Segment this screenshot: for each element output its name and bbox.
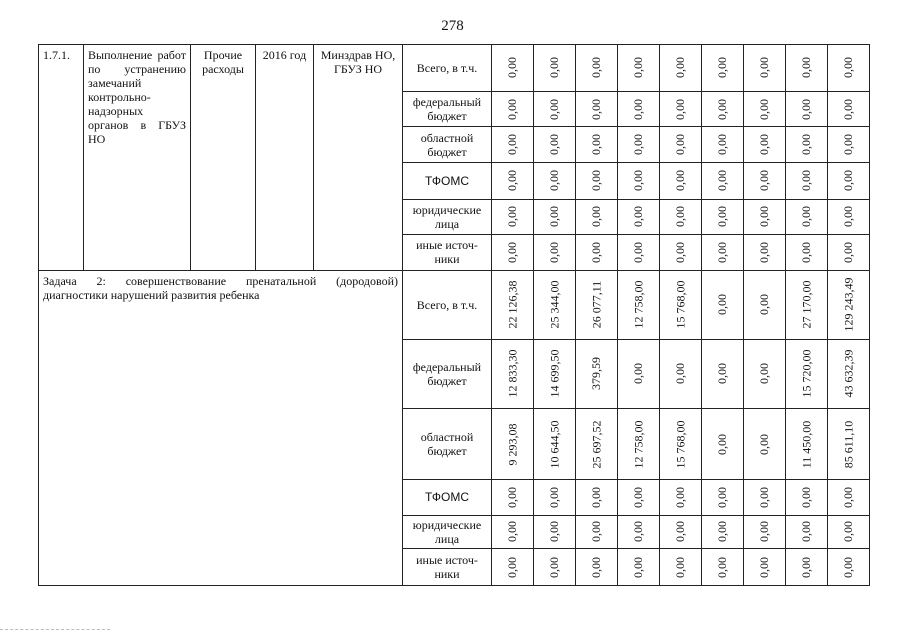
- value-cell: [534, 270, 576, 339]
- value-text: 0,00: [589, 486, 603, 508]
- value-text: 0,00: [589, 170, 603, 192]
- value-cell: [702, 235, 744, 271]
- value-text: 25 697,52: [589, 420, 603, 469]
- value-cell: [576, 515, 618, 549]
- value-text: 0,00: [799, 556, 813, 578]
- value-text: 379,59: [589, 357, 603, 391]
- value-cell: [660, 199, 702, 235]
- source-label: иные источ-ники: [403, 235, 492, 271]
- value-cell: [534, 91, 576, 127]
- value-text: 25 344,00: [547, 280, 561, 329]
- value-text: 0,00: [841, 521, 855, 543]
- expense-type: Прочие расходы: [191, 45, 256, 271]
- value-cell: [576, 549, 618, 586]
- value-text: 0,00: [673, 134, 687, 156]
- value-text: 0,00: [715, 521, 729, 543]
- value-cell: [702, 45, 744, 92]
- value-cell: [492, 480, 534, 516]
- value-cell: [786, 480, 828, 516]
- value-cell: [492, 235, 534, 271]
- value-cell: [618, 91, 660, 127]
- value-cell: [660, 408, 702, 479]
- value-text: 0,00: [715, 170, 729, 192]
- value-text: 0,00: [841, 486, 855, 508]
- value-cell: [534, 480, 576, 516]
- value-cell: [702, 127, 744, 163]
- value-text: 0,00: [715, 134, 729, 156]
- value-text: 0,00: [547, 486, 561, 508]
- value-cell: [828, 199, 870, 235]
- value-text: 12 758,00: [631, 420, 645, 469]
- value-cell: [702, 408, 744, 479]
- table-body: [39, 45, 870, 586]
- value-cell: [576, 45, 618, 92]
- value-cell: [744, 235, 786, 271]
- value-text: 0,00: [715, 556, 729, 578]
- source-label: Всего, в т.ч.: [403, 45, 492, 92]
- value-cell: [744, 515, 786, 549]
- value-text: 0,00: [505, 170, 519, 192]
- value-text: 0,00: [505, 206, 519, 228]
- value-text: 10 644,50: [547, 420, 561, 469]
- value-text: 26 077,11: [589, 280, 603, 329]
- value-cell: [660, 45, 702, 92]
- value-cell: [660, 235, 702, 271]
- value-cell: [618, 339, 660, 408]
- value-text: 0,00: [841, 57, 855, 79]
- value-text: 0,00: [757, 134, 771, 156]
- value-text: 0,00: [673, 363, 687, 385]
- value-text: 0,00: [547, 206, 561, 228]
- value-text: 129 243,49: [841, 277, 855, 332]
- value-cell: [744, 91, 786, 127]
- value-cell: [702, 91, 744, 127]
- value-cell: [660, 127, 702, 163]
- value-text: 0,00: [715, 206, 729, 228]
- value-cell: [828, 515, 870, 549]
- value-text: 0,00: [631, 241, 645, 263]
- value-text: 0,00: [799, 57, 813, 79]
- value-cell: [660, 270, 702, 339]
- value-cell: [702, 162, 744, 199]
- value-text: 85 611,10: [841, 420, 855, 468]
- value-text: 0,00: [631, 556, 645, 578]
- value-text: 0,00: [631, 363, 645, 385]
- source-label: иные источ-ники: [403, 549, 492, 586]
- value-cell: [492, 270, 534, 339]
- value-text: 0,00: [631, 57, 645, 79]
- value-cell: [576, 339, 618, 408]
- value-cell: [660, 480, 702, 516]
- value-text: 0,00: [547, 57, 561, 79]
- source-label: федеральный бюджет: [403, 91, 492, 127]
- value-cell: [828, 339, 870, 408]
- value-text: 0,00: [505, 556, 519, 578]
- value-cell: [786, 339, 828, 408]
- value-text: 0,00: [757, 556, 771, 578]
- executor: Минздрав НО, ГБУЗ НО: [314, 45, 403, 271]
- value-cell: [786, 127, 828, 163]
- value-cell: [660, 549, 702, 586]
- value-text: 0,00: [799, 98, 813, 120]
- value-text: 0,00: [589, 556, 603, 578]
- value-text: 15 720,00: [799, 349, 813, 398]
- value-cell: [744, 480, 786, 516]
- value-text: 0,00: [673, 98, 687, 120]
- value-cell: [786, 235, 828, 271]
- value-cell: [576, 480, 618, 516]
- value-text: 0,00: [589, 241, 603, 263]
- value-cell: [828, 127, 870, 163]
- value-text: 0,00: [505, 241, 519, 263]
- value-cell: [828, 480, 870, 516]
- value-text: 0,00: [715, 363, 729, 385]
- value-text: 0,00: [589, 98, 603, 120]
- value-text: 0,00: [841, 556, 855, 578]
- value-text: 0,00: [799, 134, 813, 156]
- value-text: 0,00: [799, 241, 813, 263]
- value-text: 0,00: [547, 521, 561, 543]
- value-text: 0,00: [799, 206, 813, 228]
- value-text: 0,00: [757, 170, 771, 192]
- value-text: 14 699,50: [547, 349, 561, 398]
- value-cell: [828, 162, 870, 199]
- source-label: федеральный бюджет: [403, 339, 492, 408]
- value-cell: [492, 162, 534, 199]
- value-cell: [492, 127, 534, 163]
- task-title: Задача 2: совершенствование пренатальной (дородовой) диагностики нарушений развития ребенка: [39, 270, 403, 585]
- value-cell: [534, 408, 576, 479]
- value-text: 0,00: [631, 486, 645, 508]
- item-year: 2016 год: [256, 45, 314, 271]
- value-text: 0,00: [673, 486, 687, 508]
- value-text: 0,00: [757, 521, 771, 543]
- value-text: 0,00: [757, 241, 771, 263]
- value-cell: [618, 45, 660, 92]
- value-text: 0,00: [589, 521, 603, 543]
- value-cell: [618, 515, 660, 549]
- value-cell: [828, 408, 870, 479]
- value-text: 0,00: [673, 556, 687, 578]
- value-text: 0,00: [505, 57, 519, 79]
- value-cell: [492, 408, 534, 479]
- value-text: 0,00: [799, 521, 813, 543]
- value-cell: [828, 235, 870, 271]
- value-text: 0,00: [505, 521, 519, 543]
- value-cell: [660, 91, 702, 127]
- value-text: 0,00: [673, 521, 687, 543]
- value-text: 0,00: [841, 170, 855, 192]
- value-text: 0,00: [757, 433, 771, 455]
- value-text: 0,00: [715, 98, 729, 120]
- value-cell: [534, 235, 576, 271]
- value-cell: [576, 408, 618, 479]
- value-text: 0,00: [673, 57, 687, 79]
- source-label: ТФОМС: [403, 162, 492, 199]
- value-text: 0,00: [757, 486, 771, 508]
- budget-table: [38, 44, 870, 586]
- source-label: областной бюджет: [403, 127, 492, 163]
- value-cell: [702, 515, 744, 549]
- value-text: 0,00: [547, 556, 561, 578]
- value-text: 0,00: [631, 134, 645, 156]
- value-text: 12 833,30: [505, 349, 519, 398]
- value-cell: [744, 339, 786, 408]
- value-cell: [786, 515, 828, 549]
- value-text: 0,00: [631, 98, 645, 120]
- value-cell: [702, 480, 744, 516]
- value-cell: [618, 270, 660, 339]
- value-cell: [492, 91, 534, 127]
- source-label: ТФОМС: [403, 480, 492, 516]
- value-text: 0,00: [673, 241, 687, 263]
- value-text: 0,00: [631, 170, 645, 192]
- value-text: 0,00: [799, 486, 813, 508]
- source-label: Всего, в т.ч.: [403, 270, 492, 339]
- value-cell: [534, 45, 576, 92]
- value-text: 43 632,39: [841, 349, 855, 398]
- value-text: 0,00: [505, 98, 519, 120]
- value-cell: [786, 549, 828, 586]
- value-cell: [534, 127, 576, 163]
- value-text: 0,00: [841, 98, 855, 120]
- value-text: 0,00: [757, 363, 771, 385]
- value-text: 0,00: [547, 134, 561, 156]
- value-cell: [576, 235, 618, 271]
- value-cell: [702, 199, 744, 235]
- value-cell: [744, 199, 786, 235]
- value-cell: [786, 45, 828, 92]
- value-cell: [828, 91, 870, 127]
- value-text: 27 170,00: [799, 280, 813, 329]
- value-text: 0,00: [841, 241, 855, 263]
- value-cell: [576, 270, 618, 339]
- value-cell: [660, 339, 702, 408]
- value-text: 0,00: [589, 134, 603, 156]
- value-text: 9 293,08: [505, 423, 519, 466]
- value-text: 0,00: [673, 206, 687, 228]
- value-cell: [744, 549, 786, 586]
- value-text: 11 450,00: [799, 420, 813, 468]
- value-cell: [702, 339, 744, 408]
- value-text: 0,00: [757, 57, 771, 79]
- value-cell: [492, 339, 534, 408]
- value-text: 0,00: [673, 170, 687, 192]
- value-cell: [534, 515, 576, 549]
- table-row: [39, 270, 870, 339]
- value-cell: [660, 162, 702, 199]
- value-cell: [534, 199, 576, 235]
- source-label: областной бюджет: [403, 408, 492, 479]
- value-cell: [786, 199, 828, 235]
- value-text: 0,00: [589, 57, 603, 79]
- value-cell: [744, 162, 786, 199]
- item-title: Выполнение работ по устранению замечаний контрольно-надзорных органов в ГБУЗ НО: [84, 45, 191, 271]
- value-text: 0,00: [757, 206, 771, 228]
- value-cell: [786, 162, 828, 199]
- value-cell: [828, 45, 870, 92]
- value-cell: [702, 549, 744, 586]
- value-text: 0,00: [547, 170, 561, 192]
- value-text: 0,00: [715, 486, 729, 508]
- value-cell: [744, 408, 786, 479]
- value-text: 0,00: [631, 521, 645, 543]
- value-cell: [702, 270, 744, 339]
- value-text: 22 126,38: [505, 280, 519, 329]
- item-code: 1.7.1.: [39, 45, 84, 271]
- value-cell: [828, 549, 870, 586]
- value-cell: [618, 480, 660, 516]
- value-cell: [576, 199, 618, 235]
- value-text: 0,00: [799, 170, 813, 192]
- value-cell: [618, 127, 660, 163]
- value-text: 0,00: [715, 57, 729, 79]
- value-cell: [492, 515, 534, 549]
- page-number: 278: [441, 18, 464, 34]
- value-text: 0,00: [715, 433, 729, 455]
- value-cell: [786, 91, 828, 127]
- value-text: 0,00: [715, 241, 729, 263]
- value-text: 0,00: [757, 98, 771, 120]
- value-cell: [576, 162, 618, 199]
- value-cell: [786, 408, 828, 479]
- value-cell: [744, 127, 786, 163]
- value-text: 0,00: [505, 134, 519, 156]
- value-text: 12 758,00: [631, 280, 645, 329]
- value-cell: [492, 45, 534, 92]
- value-text: 0,00: [589, 206, 603, 228]
- value-text: 15 768,00: [673, 280, 687, 329]
- value-text: 0,00: [841, 134, 855, 156]
- value-cell: [492, 549, 534, 586]
- value-cell: [492, 199, 534, 235]
- value-cell: [786, 270, 828, 339]
- value-cell: [744, 45, 786, 92]
- value-text: 0,00: [547, 98, 561, 120]
- value-cell: [744, 270, 786, 339]
- value-cell: [576, 127, 618, 163]
- value-cell: [534, 162, 576, 199]
- value-text: 0,00: [505, 486, 519, 508]
- value-cell: [618, 408, 660, 479]
- value-text: 15 768,00: [673, 420, 687, 469]
- value-cell: [618, 549, 660, 586]
- value-cell: [660, 515, 702, 549]
- source-label: юридические лица: [403, 515, 492, 549]
- value-cell: [534, 339, 576, 408]
- value-cell: [618, 199, 660, 235]
- value-cell: [618, 235, 660, 271]
- value-text: 0,00: [547, 241, 561, 263]
- value-cell: [828, 270, 870, 339]
- value-text: 0,00: [757, 294, 771, 316]
- value-cell: [618, 162, 660, 199]
- table-row: [39, 45, 870, 92]
- value-text: 0,00: [841, 206, 855, 228]
- scan-artifact: [0, 629, 110, 636]
- source-label: юридические лица: [403, 199, 492, 235]
- value-cell: [576, 91, 618, 127]
- value-cell: [534, 549, 576, 586]
- value-text: 0,00: [631, 206, 645, 228]
- value-text: 0,00: [715, 294, 729, 316]
